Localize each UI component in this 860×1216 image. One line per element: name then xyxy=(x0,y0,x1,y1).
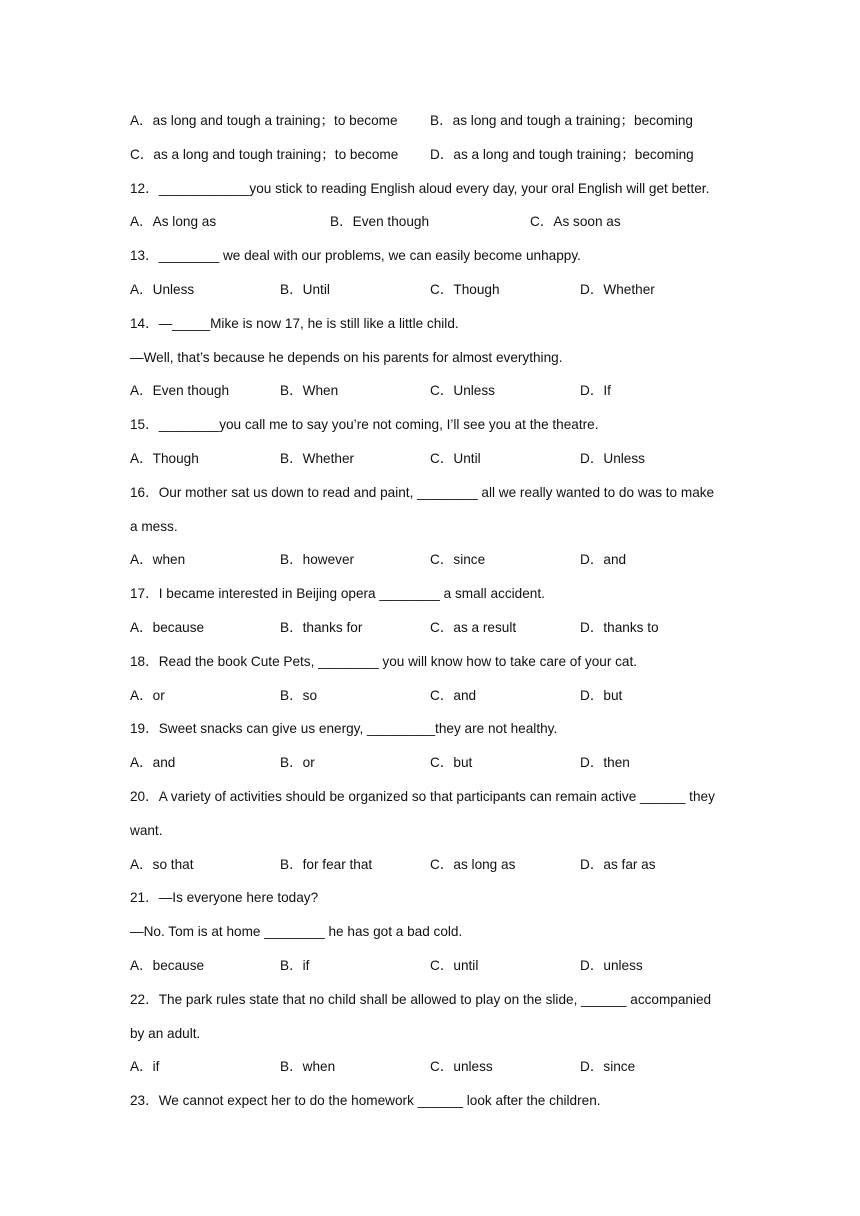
answer-option: B．as long and tough a training；becoming xyxy=(430,113,693,128)
answer-option: C．as a result xyxy=(430,619,517,635)
answer-option: D．as a long and tough training；becoming xyxy=(430,146,694,162)
answer-option: D．then xyxy=(580,755,630,771)
answer-option: D．If xyxy=(580,383,611,399)
answer-option: C．and xyxy=(430,687,477,703)
answer-option: C．but xyxy=(430,755,473,771)
options-row xyxy=(130,752,740,786)
question-line: 12．____________you stick to reading English aloud every day, your oral English will get better. xyxy=(130,180,710,196)
question-line: want. xyxy=(130,822,163,838)
options-row xyxy=(130,854,740,888)
answer-option: A．when xyxy=(130,552,186,568)
question-line: by an adult. xyxy=(130,1025,201,1041)
question-line: —Well, that’s because he depends on his parents for almost everything. xyxy=(130,349,563,365)
question-line: 20．A variety of activities should be organized so that participants can remain active ______ they xyxy=(130,788,715,804)
options-row xyxy=(130,211,740,245)
answer-option: A．so that xyxy=(130,856,194,872)
answer-option: B．for fear that xyxy=(280,856,373,872)
answer-option: A．because xyxy=(130,619,205,635)
answer-option: C．Until xyxy=(430,450,481,466)
answer-option: D．thanks to xyxy=(580,619,659,635)
answer-option: D．but xyxy=(580,687,623,703)
options-row xyxy=(130,448,740,482)
question-line: 22．The park rules state that no child shall be allowed to play on the slide, ______ accompanied xyxy=(130,991,712,1007)
answer-option: C．As soon as xyxy=(530,214,621,230)
answer-option: C．Unless xyxy=(430,383,495,399)
question-line: 19．Sweet snacks can give us energy, _________they are not healthy. xyxy=(130,721,558,737)
answer-option: A．Unless xyxy=(130,281,195,297)
answer-option: C．as long as xyxy=(430,856,516,872)
question-line: —No. Tom is at home ________ he has got a bad cold. xyxy=(130,924,463,940)
answer-option: C．Though xyxy=(430,281,500,297)
answer-option: A．Though xyxy=(130,450,199,466)
answer-option: A．as long and tough a training；to become xyxy=(130,113,398,128)
answer-option: B．however xyxy=(280,552,355,568)
answer-option: C．since xyxy=(430,552,486,568)
options-row xyxy=(130,110,740,144)
answer-option: A．and xyxy=(130,755,176,771)
options-row xyxy=(130,685,740,719)
answer-option: B．so xyxy=(280,687,318,703)
answer-option: A．Even though xyxy=(130,383,229,399)
answer-option: B．Even though xyxy=(330,214,429,230)
document-page xyxy=(130,110,740,1124)
answer-option: A．As long as xyxy=(130,214,217,230)
question-line: 17．I became interested in Beijing opera ________ a small accident. xyxy=(130,586,545,602)
question-line: 18．Read the book Cute Pets, ________ you will know how to take care of your cat. xyxy=(130,653,638,669)
answer-option: A．or xyxy=(130,687,165,703)
question-line: 13．________ we deal with our problems, we can easily become unhappy. xyxy=(130,248,581,264)
options-row xyxy=(130,279,740,313)
question-line: a mess. xyxy=(130,518,178,534)
answer-option: D．Whether xyxy=(580,281,655,297)
options-row xyxy=(130,549,740,583)
options-row xyxy=(130,380,740,414)
answer-option: C．as a long and tough training；to become xyxy=(130,146,399,162)
answer-option: C．unless xyxy=(430,1059,493,1075)
answer-option: A．because xyxy=(130,957,205,973)
answer-option: B．Until xyxy=(280,281,330,297)
answer-option: B．Whether xyxy=(280,450,355,466)
answer-option: B．thanks for xyxy=(280,619,363,635)
question-line: 21．—Is everyone here today? xyxy=(130,890,319,906)
question-line: 14．—_____Mike is now 17, he is still like a little child. xyxy=(130,315,459,331)
answer-option: D．and xyxy=(580,552,627,568)
options-row xyxy=(130,617,740,651)
answer-option: A．if xyxy=(130,1059,160,1075)
answer-option: B．when xyxy=(280,1059,336,1075)
options-row xyxy=(130,955,740,989)
answer-option: B．if xyxy=(280,957,310,973)
answer-option: D．unless xyxy=(580,957,643,973)
options-row xyxy=(130,144,740,178)
question-line: 15．________you call me to say you’re not coming, I’ll see you at the theatre. xyxy=(130,417,599,433)
question-line: 23．We cannot expect her to do the homework ______ look after the children. xyxy=(130,1093,601,1109)
answer-option: C．until xyxy=(430,957,479,973)
answer-option: D．as far as xyxy=(580,856,656,872)
answer-option: D．since xyxy=(580,1059,636,1075)
answer-option: B．When xyxy=(280,383,339,399)
answer-option: D．Unless xyxy=(580,450,645,466)
question-line: 16．Our mother sat us down to read and paint, ________ all we really wanted to do was to make xyxy=(130,484,715,500)
options-row xyxy=(130,1056,740,1090)
answer-option: B．or xyxy=(280,755,315,771)
